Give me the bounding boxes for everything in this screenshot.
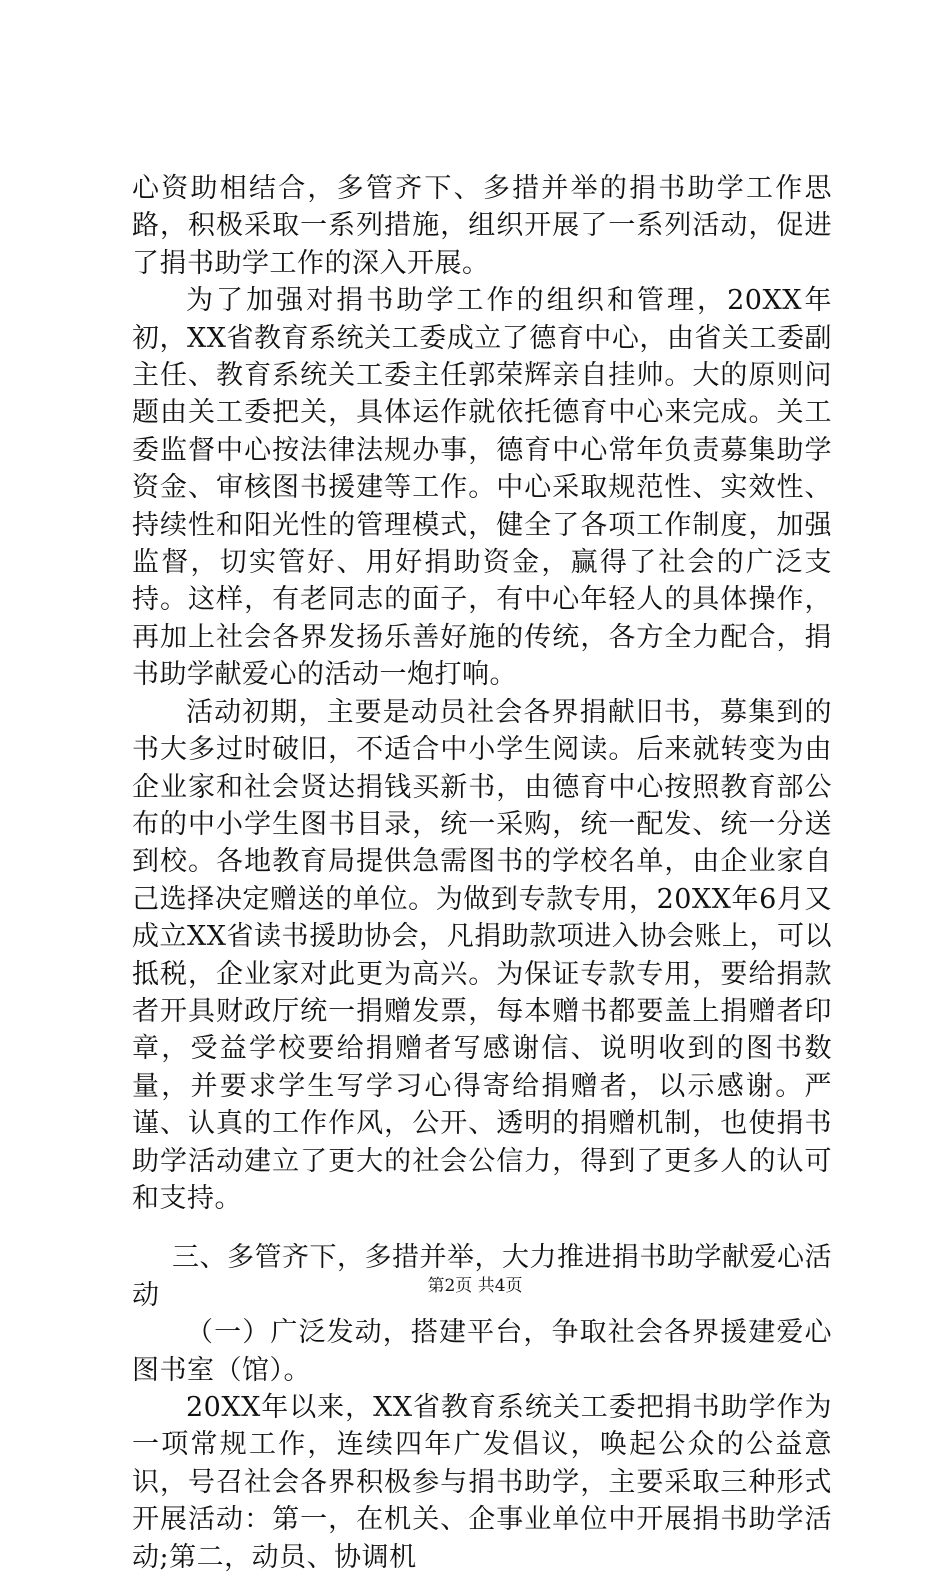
paragraph-since-year: 20XX年以来，XX省教育系统关工委把捐书助学作为一项常规工作，连续四年广发倡议，唤起公众的公益意识，号召社会各界积极参与捐书助学，主要采取三种形式开展活动：第一，在机关、企事业单位中开展捐书助学活动;第二，动员、协调机 xyxy=(132,1392,832,1573)
page-number-footer: 第2页 共4页 xyxy=(427,1276,523,1296)
paragraph-organization: 为了加强对捐书助学工作的组织和管理，20XX年初，XX省教育系统关工委成立了德育中心，由省关工委副主任、教育系统关工委主任郭荣辉亲自挂帅。大的原则问题由关工委把关，具体运作就依托德育中心来完成。关工委监督中心按法律法规办事，德育中心常年负责募集助学资金、审核图书援建等工作。中心采取规范性、实效性、持续性和阳光性的管理模式，健全了各项工作制度，加强监督，切实管好、用好捐助资金，赢得了社会的广泛支持。这样，有老同志的面子，有中心年轻人的具体操作，再加上社会各界发扬乐善好施的传统，各方全力配合，捐书助学献爱心的活动一炮打响。 xyxy=(132,285,832,691)
section-heading: 三、多管齐下，多措并举，大力推进捐书助学献爱心活动 xyxy=(132,1242,832,1311)
paragraph-continuation: 心资助相结合，多管齐下、多措并举的捐书助学工作思路，积极采取一系列措施，组织开展了一系列活动，促进了捐书助学工作的深入开展。 xyxy=(132,173,832,279)
sub-heading: （一）广泛发动，搭建平台，争取社会各界援建爱心图书室（馆）。 xyxy=(132,1317,832,1386)
document-body xyxy=(132,170,832,1576)
paragraph-activity-phase: 活动初期，主要是动员社会各界捐献旧书，募集到的书大多过时破旧，不适合中小学生阅读。后来就转变为由企业家和社会贤达捐钱买新书，由德育中心按照教育部公布的中小学生图书目录，统一采购，统一配发、统一分送到校。各地教育局提供急需图书的学校名单，由企业家自己选择决定赠送的单位。为做到专款专用，20XX年6月又成立XX省读书援助协会，凡捐助款项进入协会账上，可以抵税，企业家对此更为高兴。为保证专款专用，要给捐款者开具财政厅统一捐赠发票，每本赠书都要盖上捐赠者印章，受益学校要给捐赠者写感谢信、说明收到的图书数量，并要求学生写学习心得寄给捐赠者，以示感谢。严谨、认真的工作作风，公开、透明的捐赠机制，也使捐书助学活动建立了更大的社会公信力，得到了更多人的认可和支持。 xyxy=(132,696,832,1214)
paragraph-gap xyxy=(132,1217,832,1239)
